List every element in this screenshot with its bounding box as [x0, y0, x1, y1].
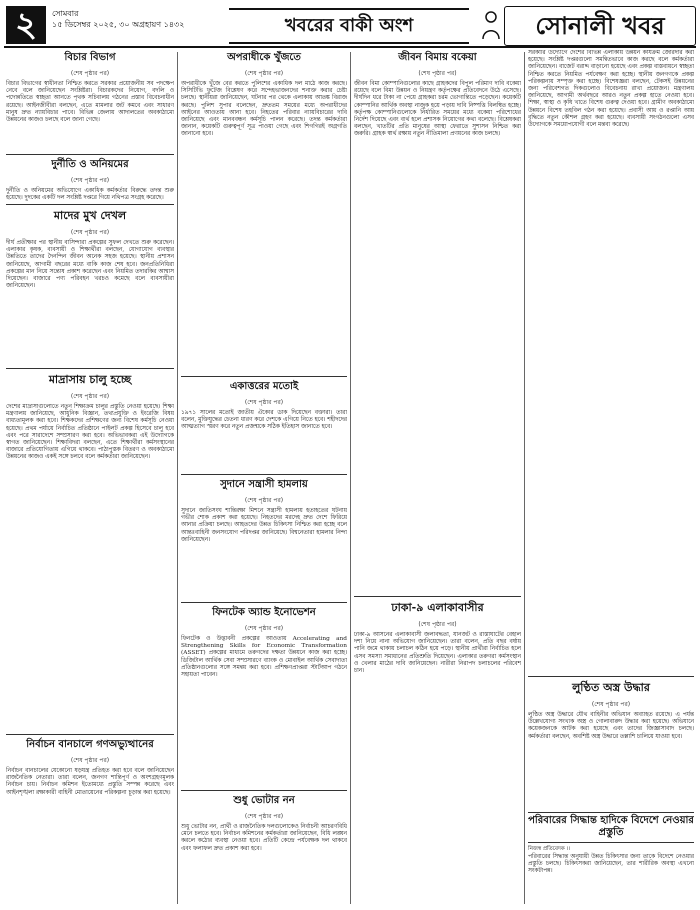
column-3 [354, 50, 521, 906]
story-kicker: (শেষ পৃষ্ঠার পর) [591, 701, 631, 708]
story-poribar [528, 812, 694, 909]
story-body: দুর্নীতি ও অনিয়মের অভিযোগে একাধিক কর্মকর্তার বিরুদ্ধে তদন্ত শুরু হয়েছে। দুদকের একটি দল সংশ্লিষ্ট দপ্তরে গিয়ে নথিপত্র সংগ্রহ করেছে। [6, 188, 174, 202]
date-line: ১৫ ডিসেম্বর ২০২৫, ৩০ অগ্রহায়ণ ১৪৩২ [52, 20, 185, 29]
story-madrasa [6, 368, 174, 731]
section-title: খবরের বাকী অংশ [229, 8, 469, 44]
story-headline: জীবন বিমায় বকেয়া [398, 52, 477, 63]
story-body: পরিবারের সিদ্ধান্ত অনুযায়ী উন্নত চিকিৎসার জন্য তাকে বিদেশে নেওয়ার প্রস্তুতি চলছে। চিকিৎসকরা জানিয়েছেন, তার শারীরিক অবস্থা এখনো সংকটাপন্ন। [528, 854, 694, 875]
story-body: দীর্ঘ প্রতীক্ষার পর স্থানীয় বাসিন্দারা প্রকল্পের সুফল দেখতে শুরু করেছেন। এলাকার কৃষক, ব্যবসায়ী ও শিক্ষার্থীরা বলছেন, যোগাযোগ ব্যবস্থার উন্নতিতে তাদের দৈনন্দিন জীবন অনেক সহজ হয়েছে। স্থানীয় প্রশাসন জানিয়েছে, আগামী বছরের মধ্যে বাকি কাজ শেষ হবে। জনপ্রতিনিধিরা প্রকল্পের মান নিয়ে সন্তোষ প্রকাশ করেছেন এবং নিয়মিত তদারকির আশ্বাস দিয়েছেন। বাজারে পণ্য পরিবহন খরচও কমেছে বলে ব্যবসায়ীরা জানিয়েছেন। [6, 240, 174, 290]
story-ekattor [181, 376, 347, 473]
story-kicker: (শেষ পৃষ্ঠার পর) [70, 393, 110, 400]
story-body: অপরাধীকে খুঁজে বের করতে পুলিশের একাধিক দল মাঠে কাজ করছে। সিসিটিভি ফুটেজ বিশ্লেষণ করে সন্দেহভাজনদের শনাক্ত করার চেষ্টা চলছে। স্থানীয়রা জানিয়েছেন, ঘটনার পর থেকে এলাকায় আতঙ্ক বিরাজ করছে। পুলিশ সুপার বলেছেন, দ্রুততম সময়ের মধ্যে অপরাধীদের আইনের আওতায় আনা হবে। নিহতের পরিবার ন্যায়বিচারের দাবি জানিয়েছে এবং মানববন্ধন কর্মসূচি পালন করেছে। তদন্ত কর্মকর্তারা জানান, কয়েকটি গুরুত্বপূর্ণ সূত্র পাওয়া গেছে এবং শিগগিরই অগ্রগতি জানানো হবে। [181, 81, 347, 138]
story-headline: ঢাকা-৯ এলাকাবাসীর [391, 601, 484, 614]
story-body: সরকারি উদ্যোগে দেশের বিভিন্ন এলাকায় উন্নয়ন কার্যক্রম জোরদার করা হয়েছে। সংশ্লিষ্ট দপ্তরগুলো সমন্বিতভাবে কাজ করছে বলে কর্মকর্তারা জানিয়েছেন। বাজেট বরাদ্দ বাড়ানো হয়েছে এবং প্রকল্প বাস্তবায়নে স্বচ্ছতা নিশ্চিত করতে নিয়মিত পর্যবেক্ষণ করা হচ্ছে। স্থানীয় জনগণকে প্রকল্প পরিকল্পনায় সম্পৃক্ত করা হচ্ছে। বিশেষজ্ঞরা বলছেন, টেকসই উন্নয়নের জন্য পরিবেশগত দিকগুলোও বিবেচনায় রাখা প্রয়োজন। মন্ত্রণালয় জানিয়েছে, আগামী অর্থবছরে আরও নতুন প্রকল্প হাতে নেওয়া হবে। শিক্ষা, স্বাস্থ্য ও কৃষি খাতে বিশেষ গুরুত্ব দেওয়া হবে। গ্রামীণ অবকাঠামো উন্নয়নে বিশেষ তহবিল গঠন করা হয়েছে। প্রবাসী আয় ও রপ্তানি আয় বৃদ্ধিতে নতুন কৌশল গ্রহণ করা হয়েছে। ব্যবসায়ী সংগঠনগুলো এসব উদ্যোগকে সময়োপযোগী বলে মন্তব্য করেছে। [528, 50, 694, 129]
story-headline: সুদানে সন্ত্রাসী হামলায় [220, 479, 308, 490]
story-headline: মাদ্রাসায় চালু হচ্ছে [48, 373, 132, 386]
story-headline: শুধু ভোটার নন [233, 795, 295, 806]
story-kicker: (শেষ পৃষ্ঠার পর) [244, 497, 284, 504]
story-kicker: (শেষ পৃষ্ঠার পর) [244, 813, 284, 820]
date-block [52, 8, 184, 30]
story-headline: বিচার বিভাগ [64, 52, 116, 63]
story-kicker: (শেষ পৃষ্ঠার পর) [244, 625, 284, 632]
story-kicker: (শেষ পৃষ্ঠার পর) [70, 177, 110, 184]
story-headline: মাদের মুখ দেখল [53, 209, 127, 222]
story-nirbachon [6, 734, 174, 909]
story-body: লুণ্ঠিত অস্ত্র উদ্ধারে যৌথ বাহিনীর অভিযান অব্যাহত রয়েছে। এ পর্যন্ত উল্লেখযোগ্য সংখ্যক অস্ত্র ও গোলাবারুদ উদ্ধার করা হয়েছে। অভিযানে কয়েকজনকে আটক করা হয়েছে এবং তাদের জিজ্ঞাসাবাদ চলছে। কর্মকর্তারা বলছেন, অবশিষ্ট অস্ত্র উদ্ধারে তল্লাশি চালিয়ে যাওয়া হবে। [528, 712, 694, 740]
story-headline: দুর্নীতি ও অনিয়মের [51, 159, 129, 170]
story-headline: পরিবারের সিদ্ধান্ত হাদিকে বিদেশে নেওয়ার প্রস্তুতি [528, 815, 694, 838]
column-4 [528, 50, 694, 906]
story-oporadhi [181, 50, 347, 372]
divider [528, 842, 694, 843]
story-kicker: (শেষ পৃষ্ঠার পর) [70, 757, 110, 764]
story-body: দেশের মাদ্রাসাগুলোতে নতুন শিক্ষাক্রম চালুর প্রস্তুতি নেওয়া হয়েছে। শিক্ষা মন্ত্রণালয় জানিয়েছে, আধুনিক বিজ্ঞান, তথ্যপ্রযুক্তি ও ইংরেজি বিষয় বাধ্যতামূলক করা হবে। শিক্ষকদের প্রশিক্ষণের জন্য বিশেষ কর্মসূচি নেওয়া হয়েছে। প্রথম পর্যায়ে নির্বাচিত প্রতিষ্ঠানে পাইলট প্রকল্প হিসেবে চালু হবে এবং পরে সারাদেশে সম্প্রসারণ করা হবে। অভিভাবকরা এই উদ্যোগকে স্বাগত জানিয়েছেন। শিক্ষাবিদরা বলছেন, এতে শিক্ষার্থীরা কর্মসংস্থানের বাজারে প্রতিযোগিতায় এগিয়ে থাকবে। পাঠ্যপুস্তক বিতরণ ও অবকাঠামো উন্নয়নের কাজও একই সঙ্গে চলবে বলে কর্মকর্তারা জানিয়েছেন। [6, 404, 174, 461]
story-right-continued [528, 50, 694, 670]
story-body: নির্বাচন বানচালের যেকোনো ষড়যন্ত্র প্রতিহত করা হবে বলে জানিয়েছেন রাজনৈতিক নেতারা। তারা বলেন, জনগণ শান্তিপূর্ণ ও অংশগ্রহণমূলক নির্বাচন চায়। নির্বাচন কমিশন ইতোমধ্যে প্রস্তুতি সম্পন্ন করেছে এবং আইনশৃঙ্খলা রক্ষাকারী বাহিনী মোতায়েনের পরিকল্পনা চূড়ান্ত করা হয়েছে। [6, 768, 174, 796]
story-mukh [6, 204, 174, 367]
page-number: ২ [6, 6, 46, 44]
story-kicker: (শেষ পৃষ্ঠার পর) [418, 70, 457, 77]
story-body: ফিনটেক ও উদ্ভাবনী প্রকল্পের আওতায় Accelerating and Strengthening Skills for Economic Transformation (ASSET) প্রকল্পের মাধ্যমে তরুণদের দক্ষতা উন্নয়নে কাজ করা হচ্ছে। ডিজিটাল আর্থিক সেবা সম্প্রসারণে ব্যাংক ও মোবাইল আর্থিক সেবাদাতা প্রতিষ্ঠানগুলোর সঙ্গে সমন্বয় করা হবে। প্রশিক্ষণপ্রাপ্তরা স্টার্টআপ গঠনে সহায়তা পাবেন। [181, 636, 347, 679]
story-headline: নির্বাচন বানচালে গণঅভ্যুত্থানের [26, 739, 154, 750]
story-vote [181, 790, 347, 909]
story-kicker: (শেষ পৃষ্ঠার পর) [70, 70, 110, 77]
story-body: শুধু ভোটার নন, প্রার্থী ও রাজনৈতিক দলগুলোকেও নির্বাচনী আচরণবিধি মেনে চলতে হবে। নির্বাচন কমিশনের কর্মকর্তারা জানিয়েছেন, বিধি লঙ্ঘন করলে কঠোর ব্যবস্থা নেওয়া হবে। প্রতিটি কেন্দ্রে পর্যবেক্ষক দল থাকবে এবং ফলাফল দ্রুত প্রকাশ করা হবে। [181, 824, 347, 852]
story-body: ঢাকা-৯ আসনের এলাকাবাসী জলাবদ্ধতা, যানজট ও রাস্তাঘাটের বেহাল দশা নিয়ে নানা অভিযোগ জানিয়েছেন। তারা বলেন, প্রতি বছর বর্ষায় পানি জমে থাকায় চলাচল কঠিন হয়ে পড়ে। স্থানীয় প্রার্থীরা নির্বাচিত হলে এসব সমস্যা সমাধানের প্রতিশ্রুতি দিয়েছেন। এলাকার তরুণরা কর্মসংস্থান ও খেলার মাঠের দাবি জানিয়েছেন। নারীরা নিরাপদ চলাচলের পরিবেশ চান। [354, 632, 521, 675]
story-kicker: (শেষ পৃষ্ঠার পর) [418, 621, 457, 628]
masthead [4, 4, 696, 44]
column-2 [181, 50, 347, 906]
column-divider [524, 52, 525, 904]
column-divider [350, 52, 351, 904]
story-kicker: (শেষ পৃষ্ঠার পর) [244, 70, 284, 77]
story-body: সুদানে জাতিসংঘ শান্তিরক্ষা মিশনে সন্ত্রাসী হামলায় হতাহতের ঘটনায় গভীর শোক প্রকাশ করা হয়েছে। নিহতদের মরদেহ দ্রুত দেশে ফিরিয়ে আনার প্রক্রিয়া চলছে। আহতদের উন্নত চিকিৎসা নিশ্চিত করা হচ্ছে বলে আন্তঃবাহিনী জনসংযোগ পরিদপ্তর জানিয়েছে। বিশ্বনেতারা হামলার নিন্দা জানিয়েছেন। [181, 508, 347, 543]
story-body: ১৯৭১ সালের মতোই জাতীয় ঐক্যের ডাক দিয়েছেন বক্তারা। তারা বলেন, মুক্তিযুদ্ধের চেতনা ধারণ করে দেশকে এগিয়ে নিতে হবে। শহীদদের আত্মত্যাগ স্মরণ করে নতুন প্রজন্মকে সঠিক ইতিহাস জানাতে হবে। [181, 410, 347, 431]
byline: নিজস্ব প্রতিবেদক ।। [528, 846, 571, 852]
story-bichar [6, 50, 174, 150]
story-sudan [181, 474, 347, 601]
masthead-rule [4, 46, 696, 48]
story-kicker: (শেষ পৃষ্ঠার পর) [244, 399, 284, 406]
story-headline: ফিনটেক অ্যান্ড ইনোভেশন [212, 607, 316, 618]
person-icon [482, 10, 500, 40]
story-headline: লুণ্ঠিত অস্ত্র উদ্ধার [572, 681, 650, 694]
story-body: জীবন বিমা কোম্পানিগুলোর কাছে গ্রাহকদের বিপুল পরিমাণ দাবি বকেয়া রয়েছে বলে বিমা উন্নয়ন ও নিয়ন্ত্রণ কর্তৃপক্ষের প্রতিবেদনে উঠে এসেছে। দীর্ঘদিন ধরে টাকা না পেয়ে গ্রাহকরা চরম ভোগান্তিতে পড়েছেন। কয়েকটি কোম্পানির আর্থিক অবস্থা নাজুক হয়ে পড়ায় দাবি নিষ্পত্তি বিলম্বিত হচ্ছে। কর্তৃপক্ষ কোম্পানিগুলোকে নির্ধারিত সময়ের মধ্যে বকেয়া পরিশোধের নির্দেশ দিয়েছে এবং ব্যর্থ হলে প্রশাসক নিয়োগের কথা বলেছে। বিশ্লেষকরা বলছেন, খাতটির প্রতি মানুষের আস্থা ফেরাতে সুশাসন নিশ্চিত করা জরুরি। গ্রাহক স্বার্থ রক্ষায় নতুন নীতিমালা প্রণয়নের কাজ চলছে। [354, 81, 521, 138]
story-dhaka [354, 596, 521, 909]
story-lutito [528, 676, 694, 811]
story-fintech [181, 602, 347, 789]
story-headline: একাত্তরের মতোই [229, 381, 299, 392]
newspaper-brand: সোনালী খবর [504, 6, 696, 46]
story-jibon [354, 50, 521, 590]
day-label: সোমবার [52, 9, 79, 18]
story-headline: অপরাধীকে খুঁজতে [227, 52, 301, 63]
story-body: বিচার বিভাগের স্বাধীনতা নিশ্চিত করতে সরকার প্রয়োজনীয় সব পদক্ষেপ নেবে বলে জানিয়েছেন সংশ্লিষ্টরা। বিচারকদের নিয়োগ, বদলি ও পদোন্নতিতে স্বচ্ছতা আনতে পৃথক সচিবালয় গঠনের প্রস্তাব বিবেচনাধীন রয়েছে। আইনজীবীরা বলছেন, এতে মামলার জট কমবে এবং সাধারণ মানুষ দ্রুত ন্যায়বিচার পাবে। বিভিন্ন জেলায় আদালতের অবকাঠামো উন্নয়নের কাজও চলছে বলে জানা গেছে। [6, 81, 174, 124]
story-kicker: (শেষ পৃষ্ঠার পর) [70, 229, 110, 236]
column-1 [6, 50, 174, 906]
column-divider [177, 52, 178, 904]
story-durniti [6, 154, 174, 203]
